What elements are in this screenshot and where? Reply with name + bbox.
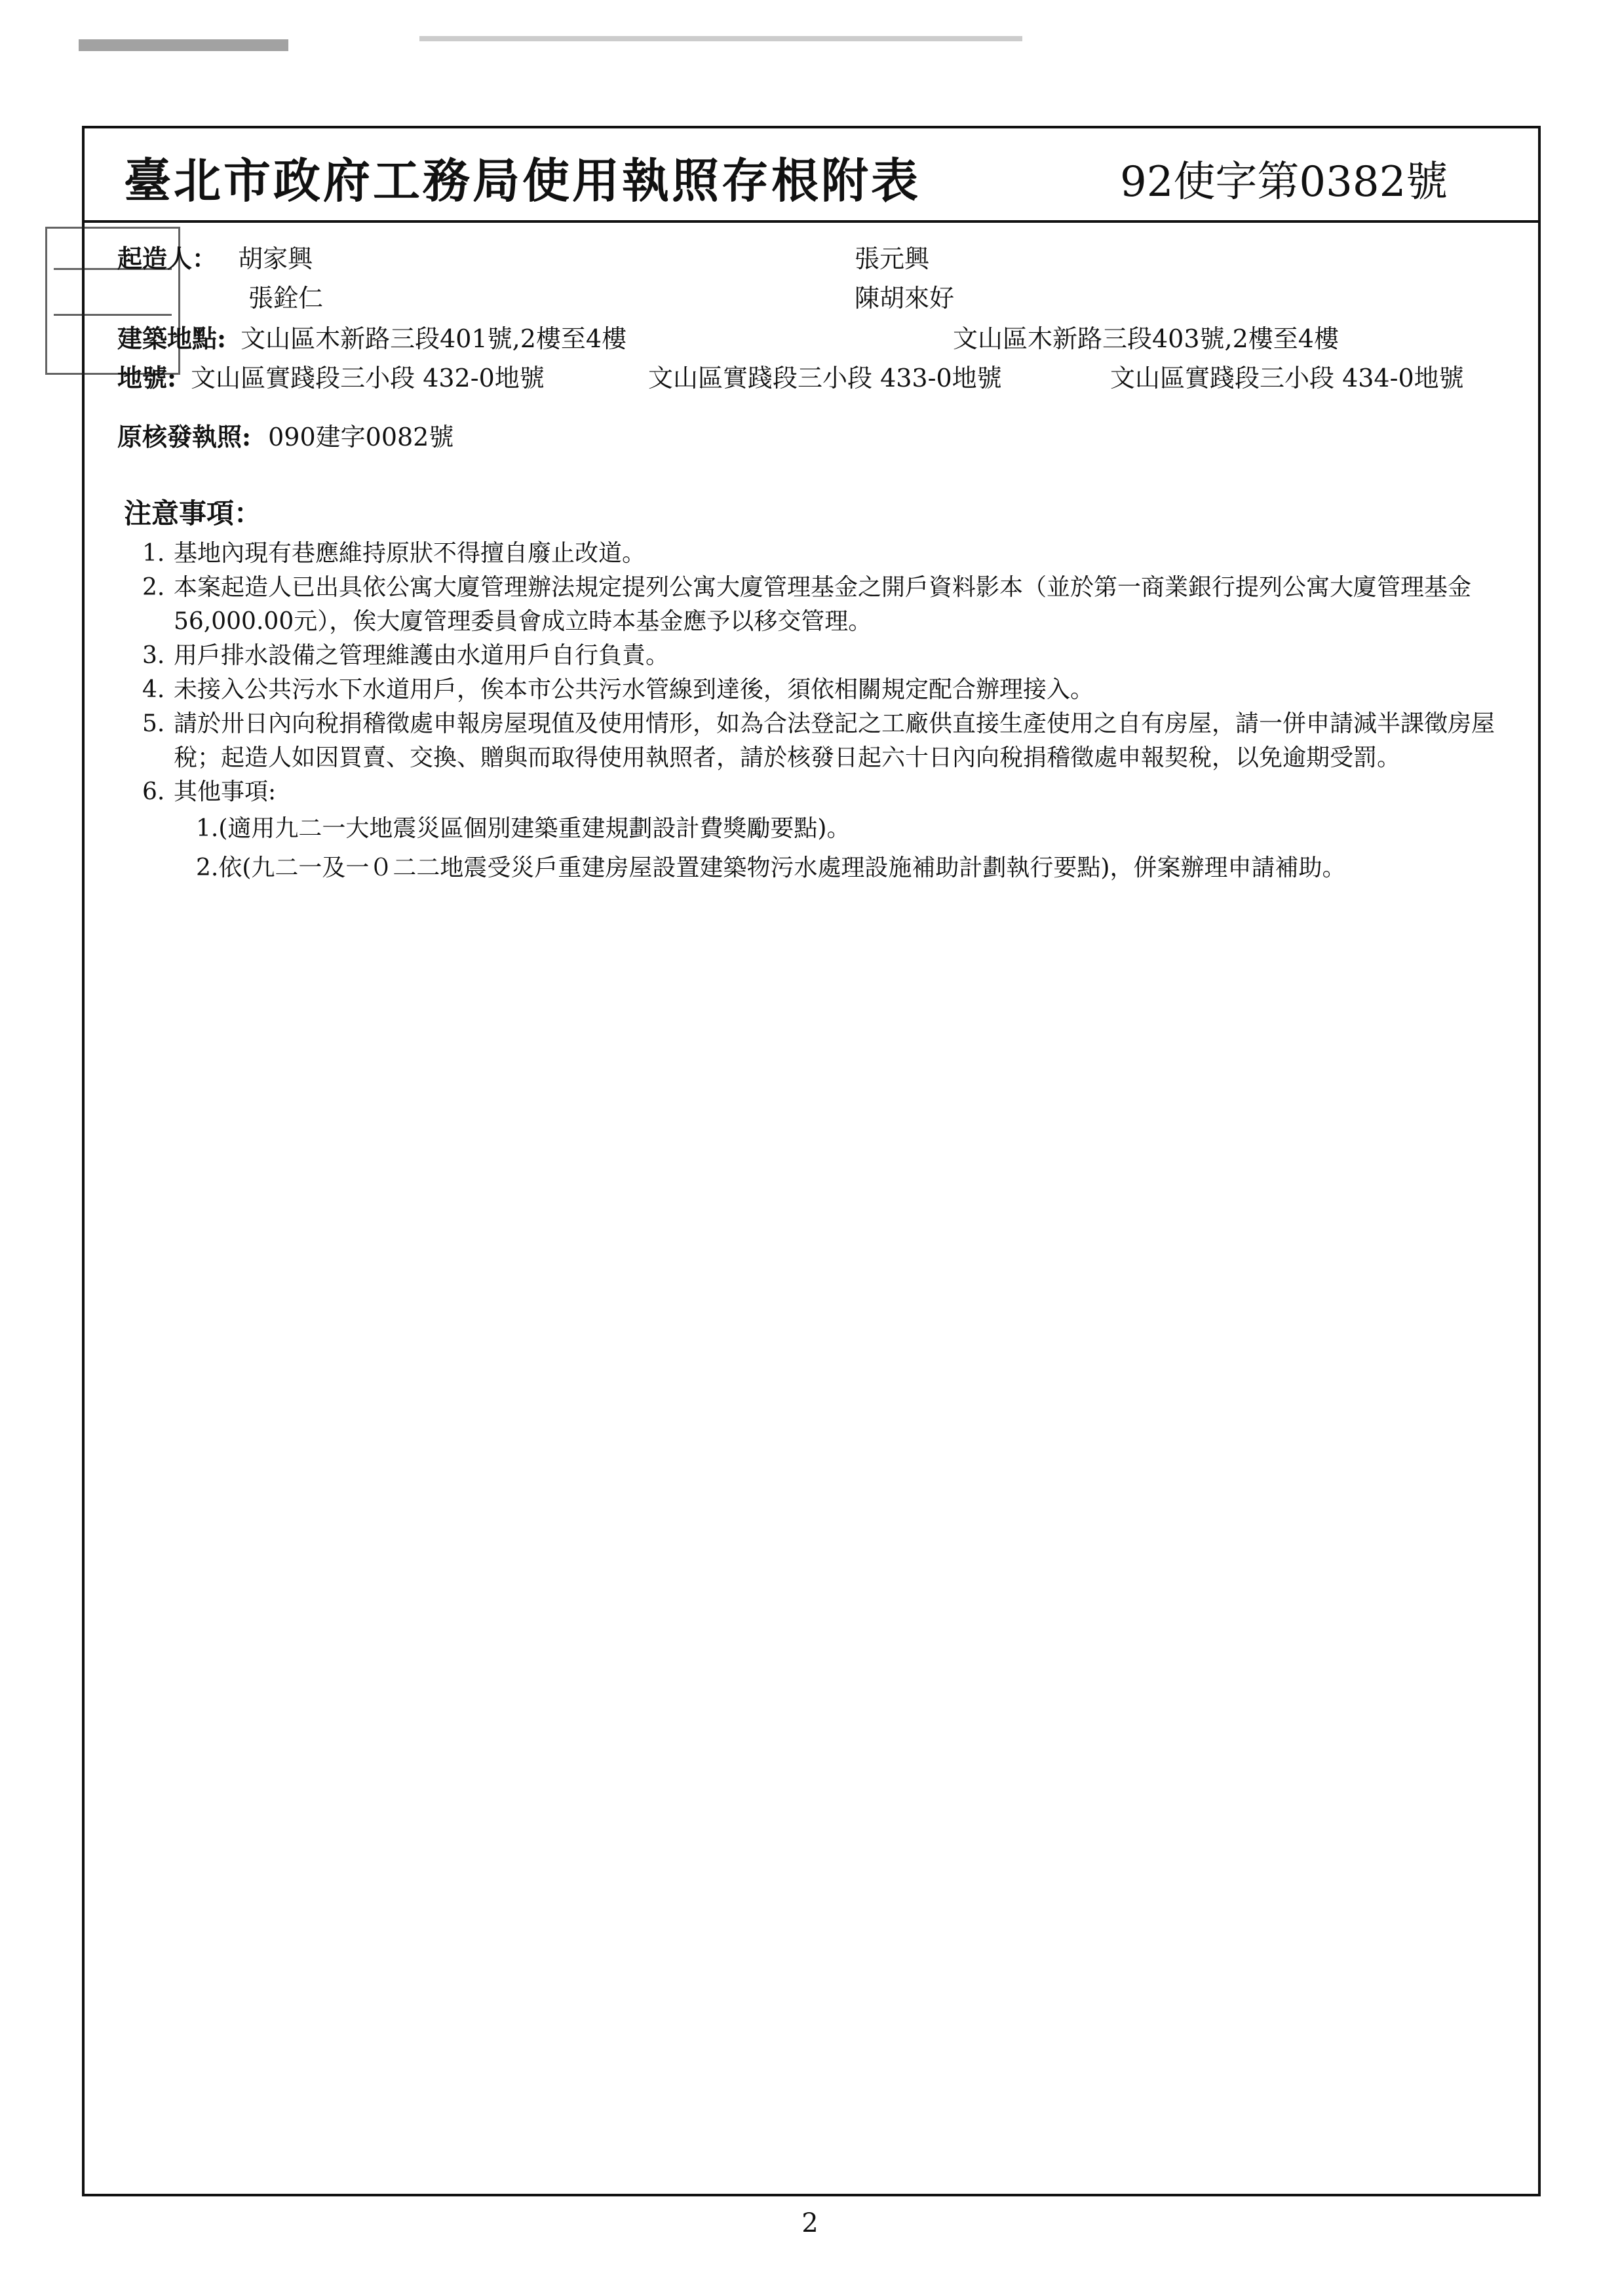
original-license-value: 090建字0082號 xyxy=(268,423,454,451)
applicant-name: 胡家興 xyxy=(238,244,313,273)
site-address: 文山區木新路三段403號,2樓至4樓 xyxy=(953,324,1339,353)
permit-number: 92使字第0382號 xyxy=(1120,158,1448,206)
applicant-name: 陳胡來好 xyxy=(855,284,955,313)
note-item xyxy=(142,639,1500,673)
site-row xyxy=(117,318,627,354)
lot-number: 文山區實踐段三小段 434-0地號 xyxy=(1110,364,1464,392)
note-text: 用戶排水設備之管理維護由水道用戶自行負責。 xyxy=(174,642,670,669)
other-item: 1.(適用九二一大地震災區個別建築重建規劃設計費獎勵要點)。 xyxy=(196,815,851,842)
applicant-name: 張元興 xyxy=(855,244,930,273)
note-item xyxy=(142,775,1500,809)
note-text: 未接入公共污水下水道用戶，俟本市公共污水管線到達後，須依相關規定配合辦理接入。 xyxy=(174,676,1094,703)
original-license-row xyxy=(117,417,453,453)
note-number: 3. xyxy=(142,642,165,669)
note-item xyxy=(142,673,1500,707)
note-item xyxy=(142,571,1500,639)
note-number: 1. xyxy=(142,540,165,567)
applicants-row xyxy=(117,239,313,275)
notes-title: 注意事項： xyxy=(124,497,262,529)
applicant-name: 張銓仁 xyxy=(248,284,324,313)
note-text: 本案起造人已出具依公寓大廈管理辦法規定提列公寓大廈管理基金之開戶資料影本（並於第一商業銀行提列公寓大廈管理基金56,000.00元），俟大廈管理委員會成立時本基金應予以移交管理。 xyxy=(174,574,1472,635)
lot-label: 地號: xyxy=(117,363,177,392)
lot-number: 文山區實踐段三小段 433-0地號 xyxy=(648,364,1002,392)
note-text: 基地內現有巷應維持原狀不得擅自廢止改道。 xyxy=(174,540,646,567)
note-number: 5. xyxy=(142,710,165,737)
lot-number: 文山區實踐段三小段 432-0地號 xyxy=(191,364,545,392)
note-item xyxy=(142,707,1500,775)
original-license-label: 原核發執照: xyxy=(117,422,252,451)
applicants-label: 起造人： xyxy=(117,244,218,273)
note-number: 2. xyxy=(142,574,165,601)
other-item: 2.依(九二一及一０二二地震受災戶重建房屋設置建築物污水處理設施補助計劃執行要點)，併案辦理申請補助。 xyxy=(196,854,1346,881)
note-number: 4. xyxy=(142,676,165,703)
site-label: 建築地點: xyxy=(117,324,227,353)
notes-section xyxy=(124,492,1500,888)
note-number: 6. xyxy=(142,778,165,805)
scan-smudge xyxy=(79,39,288,51)
page-number: 2 xyxy=(801,2208,819,2238)
document-title: 臺北市政府工務局使用執照存根附表 xyxy=(124,153,921,208)
note-text: 請於卅日內向稅捐稽徵處申報房屋現值及使用情形，如為合法登記之工廠供直接生產使用之自有房屋，請一併申請減半課徵房屋稅；起造人如因買賣、交換、贈與而取得使用執照者，請於核發日起六十日內向稅捐稽徵處申報契稅，以免逾期受罰。 xyxy=(174,710,1495,771)
document-frame xyxy=(82,126,1541,2196)
note-item xyxy=(142,537,1500,571)
title-row xyxy=(85,128,1538,223)
lot-row xyxy=(117,358,545,394)
scan-smudge xyxy=(419,36,1022,41)
site-address: 文山區木新路三段401號,2樓至4樓 xyxy=(241,324,627,353)
note-text: 其他事項: xyxy=(174,778,277,805)
